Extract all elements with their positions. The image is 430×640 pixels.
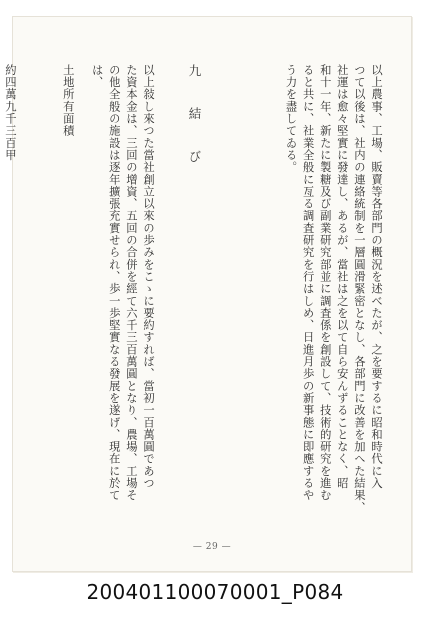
paragraph-2-line-2: た資本金は、三回の增資、五回の合併を經て六千三百萬圓となり、農場、工場そ [124,64,138,502]
page-number: — 29 — [192,542,232,552]
paragraph-1-line-4: 和十一年、新たに製糖及び副業研究部並に調査係を創設して、技術的研究を進む [318,64,332,502]
section-heading: 九 結 び [186,64,202,172]
image-caption: 200401100070001_P084 [86,580,344,604]
blank-column [43,64,60,534]
blank-column [169,64,186,534]
paragraph-1-line-1: 以上農事、工場、販賣等各部門の概況を述べたが、之を要するに昭和時代に入 [370,64,383,490]
document-page [3,16,412,572]
paragraph-1-line-3: 社運は愈々堅實に發達し、あるが、當社は之を以て自ら安んずることなく、昭 [335,64,349,490]
land-area-value: 約四萬九千三百甲 [3,64,17,162]
land-area-label: 土地所有面積 [61,64,75,137]
paragraph-2-line-1: 以上敍し來つた當社創立以來の歩みをこゝに要約すれば、當初一百萬圓であつ [141,64,155,490]
blank-column [265,64,282,534]
paragraph-1-line-6: う力を盡してゐる。 [284,64,298,174]
vertical-body-text [3,64,385,534]
paragraph-2-line-4: は、 [90,64,104,89]
paragraph-1-line-2: つて以後は、社内の連絡統制を一層圓滑緊密となし、各部門に改善を加へた結果、 [352,64,366,514]
paragraph-1-line-5: ると共に、社業全般に亙る調査研究を行はしめ、日進月歩の新事態に即應するや [301,64,315,502]
paragraph-2-line-3: の他全般の施設は逐年擴張充實せられ、歩一歩堅實なる發展を遂げ、現在に於て [107,64,121,502]
